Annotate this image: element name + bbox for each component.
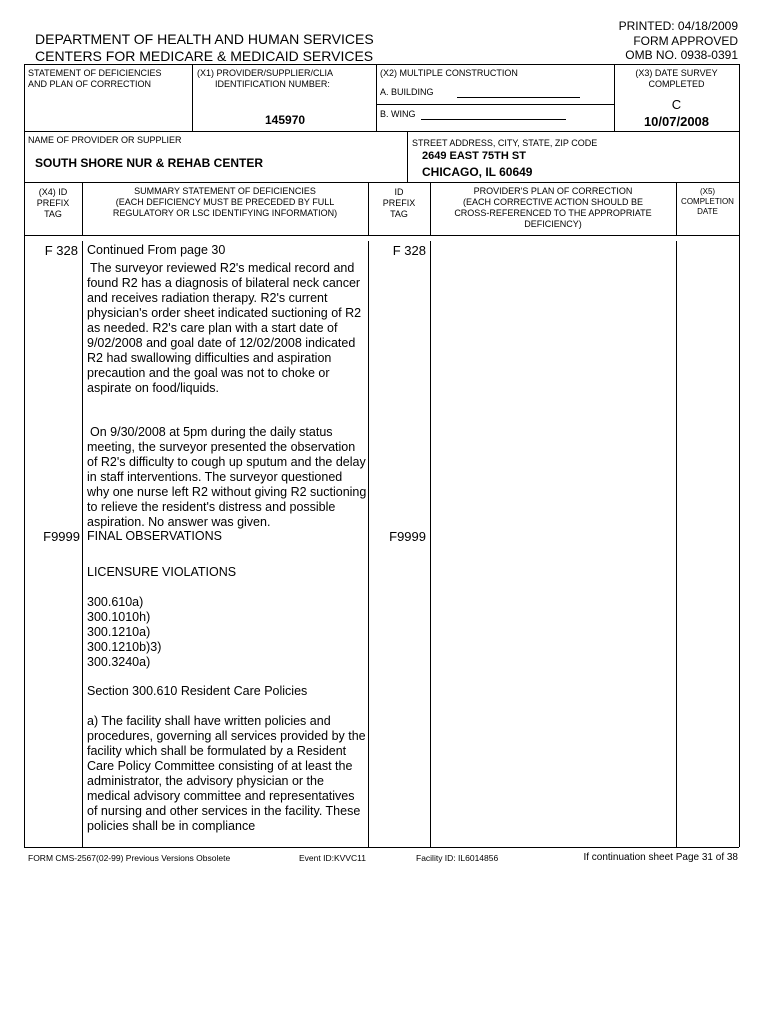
regulation-code: 300.1010h) [87,610,151,624]
cms-title: CENTERS FOR MEDICARE & MEDICAID SERVICES [35,48,374,64]
tag-left-f9999: F9999 [43,529,80,544]
plan-header-3: CROSS-REFERENCED TO THE APPROPRIATE [454,208,652,218]
id-header-3: TAG [390,209,408,219]
rule-bottom [24,847,739,848]
regulation-codes [87,595,365,670]
paragraph-observation: On 9/30/2008 at 5pm during the daily status meeting, the surveyor presented the observation of R2's difficulty to cough up sputum and the delay in staff interventions. The surveyor questioned why one nurse left R2 without giving R2 suctioning to relieve the resident's distress and possible aspiration. No answer was given. [87,425,367,529]
paragraph-policies: a) The facility shall have written policies and procedures, governing all services provided by the facility which shall be formulated by a Resident Care Policy Committee consisting of at least the administrator, the advisory physician or the medical advisory committee and representatives of nursing and other services in the facility. These policies shall be in compliance [87,714,366,833]
divider-x1 [192,64,193,131]
x5-header-2: COMPLETION [681,197,734,206]
section-title: Section 300.610 Resident Care Policies [87,684,308,698]
rule-columns [24,182,739,183]
rule-top [24,64,739,65]
x5-header-3: DATE [697,207,718,216]
printed-date: PRINTED: 04/18/2009 [618,19,738,33]
provider-number: 145970 [265,113,306,127]
statement-label-1: STATEMENT OF DEFICIENCIES [28,68,162,78]
id-header-2: PREFIX [382,198,416,208]
provider-name-label: NAME OF PROVIDER OR SUPPLIER [28,135,182,145]
regulation-code: 300.1210b)3) [87,640,162,654]
form-approved: FORM APPROVED [633,34,738,48]
id-header-1: ID [394,187,404,197]
building-label: A. BUILDING [380,87,434,97]
plan-header-2: (EACH CORRECTIVE ACTION SHOULD BE [462,197,644,207]
footer-event: Event ID:KVVC11 [299,853,366,863]
col-divider-3 [430,241,431,847]
street-address: 2649 EAST 75TH ST [422,150,526,162]
x4-header-1: (X4) ID [38,187,68,197]
paragraph-review: The surveyor reviewed R2's medical record and found R2 has a diagnosis of bilateral neck cancer and receives radiation therapy. R2's current physician's order sheet indicated suctioning of R2 as needed. R2's care plan with a start date of 9/02/2008 and goal date of 12/02/2008 indicated R2 had swallowing difficulties and aspiration precaution and the goal was not to choke or aspirate on food/liquids. [87,261,362,395]
x3-label-1: (X3) DATE SURVEY [635,68,718,78]
rule-provider [24,131,739,132]
col-divider-2 [368,241,369,847]
statement-label-2: AND PLAN OF CORRECTION [28,79,152,89]
licensure-violations: LICENSURE VIOLATIONS [87,565,237,579]
divider-x2 [376,64,377,131]
plan-header-4: DEFICIENCY) [524,219,582,229]
provider-name: SOUTH SHORE NUR & REHAB CENTER [35,156,264,170]
wing-blank [421,119,566,120]
x1-label-1: (X1) PROVIDER/SUPPLIER/CLIA [197,68,334,78]
footer-form: FORM CMS-2567(02-99) Previous Versions Obsolete [28,853,231,863]
rule-body [24,235,739,236]
address-label: STREET ADDRESS, CITY, STATE, ZIP CODE [412,138,598,148]
col-divider-1-head [82,182,83,235]
tag-right-f9999: F9999 [389,529,426,544]
border-right [739,64,740,847]
survey-letter: C [671,97,682,112]
col-divider-3-head [430,182,431,235]
building-blank [457,97,580,98]
col-divider-2-head [368,182,369,235]
x1-label-2: IDENTIFICATION NUMBER: [215,79,330,89]
regulation-code: 300.3240a) [87,655,151,669]
final-observations: FINAL OBSERVATIONS [87,529,222,543]
wing-label: B. WING [380,109,416,119]
plan-header-1: PROVIDER'S PLAN OF CORRECTION [473,186,633,196]
tag-right-f328: F 328 [392,243,426,258]
regulation-code: 300.1210a) [87,625,151,639]
footer-facility: Facility ID: IL6014856 [416,853,499,863]
rule-building [376,104,614,105]
border-left [24,64,25,847]
col-divider-4 [676,241,677,847]
x3-label-2: COMPLETED [648,79,705,89]
survey-date: 10/07/2008 [643,114,710,129]
x2-label: (X2) MULTIPLE CONSTRUCTION [380,68,518,78]
x4-header-3: TAG [44,209,62,219]
x4-header-2: PREFIX [36,198,70,208]
department-title: DEPARTMENT OF HEALTH AND HUMAN SERVICES [35,31,374,47]
col-divider-1 [82,241,83,847]
tag-left-f328: F 328 [44,243,78,258]
regulation-code: 300.610a) [87,595,144,609]
continued-line: Continued From page 30 [87,243,226,257]
divider-address [407,131,408,182]
footer-page: If continuation sheet Page 31 of 38 [583,852,738,863]
omb-number: OMB NO. 0938-0391 [625,48,738,62]
col-divider-4-head [676,182,677,235]
summary-header-1: SUMMARY STATEMENT OF DEFICIENCIES [134,186,316,196]
x5-header-1: (X5) [699,187,716,196]
summary-header-3: REGULATORY OR LSC IDENTIFYING INFORMATION) [112,208,338,218]
city-state-zip: CHICAGO, IL 60649 [422,165,533,179]
summary-header-2: (EACH DEFICIENCY MUST BE PRECEDED BY FULL [115,197,335,207]
